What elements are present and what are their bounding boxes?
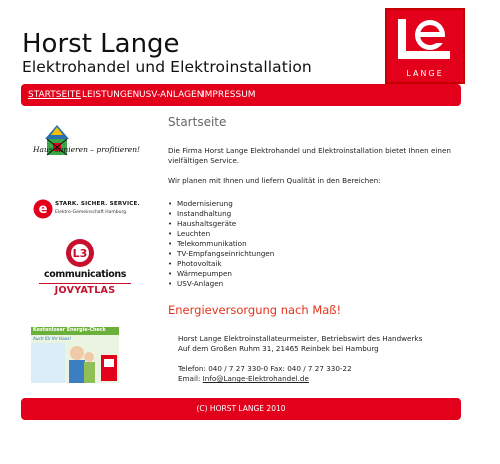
l3-icon	[65, 238, 95, 268]
e-marke-icon	[33, 199, 53, 219]
list-item: • Modernisierung	[168, 199, 274, 209]
energy-heading: Energieversorgung nach Maß!	[168, 303, 342, 317]
address-line-1: Horst Lange Elektroinstallateurmeister, Betriebswirt des Handwerks	[178, 334, 423, 343]
intro-text: Die Firma Horst Lange Elektrohandel und Elektroinstallation bietet Ihnen einen vielfältigen Service.	[168, 146, 451, 165]
page-title: Startseite	[168, 115, 227, 129]
e-marke-logo[interactable]	[33, 199, 143, 221]
email-line	[178, 374, 458, 384]
main-nav	[21, 84, 461, 106]
haus-sanieren-text: Haus sanieren – profitieren!	[33, 145, 141, 154]
list-item: • Wärmepumpen	[168, 269, 274, 279]
l3-brand-text: communications	[44, 269, 126, 280]
list-item: • Leuchten	[168, 229, 274, 239]
list-item: • Haushaltsgeräte	[168, 219, 274, 229]
email-label: Email:	[178, 374, 203, 383]
e-marke-slogan: STARK. SICHER. SERVICE.	[55, 201, 140, 207]
jovyatlas-text: JOVYATLAS	[54, 285, 116, 296]
haus-sanieren-logo[interactable]	[33, 123, 143, 165]
energie-check-title: Kostenloser Energie-Check	[33, 328, 106, 333]
nav-item-usv-anlagen[interactable]: USV-ANLAGEN	[139, 90, 204, 100]
l3-jovyatlas-logo[interactable]	[35, 238, 135, 302]
nav-item-startseite[interactable]: STARTSEITE	[28, 90, 82, 100]
address-line-2: Auf dem Großen Ruhm 31, 21465 Reinbek bei Hamburg	[178, 344, 379, 353]
svg-text:L3: L3	[72, 247, 88, 260]
nav-item-impressum[interactable]: IMPRESSUM	[202, 90, 256, 100]
email-link[interactable]: Info@Lange-Elektrohandel.de	[202, 374, 309, 383]
house-icon	[33, 123, 143, 165]
list-item: • USV-Anlagen	[168, 279, 274, 289]
logo-brand-text: LANGE	[406, 69, 444, 78]
site-header	[0, 0, 500, 84]
site-subtitle: Elektrohandel und Elektroinstallation	[22, 58, 312, 76]
copyright-text: (C) HORST LANGE 2010	[196, 404, 286, 413]
list-item: • Photovoltaik	[168, 259, 274, 269]
energie-check-sub: Auch für Ihr Haus!	[33, 336, 72, 341]
list-item: • TV-Empfangseinrichtungen	[168, 249, 274, 259]
contact-address	[178, 334, 458, 384]
energie-check-photo-icon	[31, 335, 119, 383]
nav-item-leistungen[interactable]: LEISTUNGEN	[82, 90, 140, 100]
svg-text:e: e	[38, 202, 48, 217]
list-item: • Telekommunikation	[168, 239, 274, 249]
energie-check-banner[interactable]	[31, 327, 119, 383]
logo-le-icon	[392, 15, 454, 61]
services-list	[168, 199, 274, 289]
partner-sidebar	[21, 115, 161, 395]
e-marke-sub: Elektro-Gemeinschaft Hamburg	[55, 210, 127, 215]
intro-text-2: Wir planen mit Ihnen und liefern Qualität in den Bereichen:	[168, 176, 381, 185]
list-item: • Instandhaltung	[168, 209, 274, 219]
l3-divider	[39, 283, 131, 284]
lange-logo[interactable]	[385, 8, 465, 84]
phone-fax-line: Telefon: 040 / 7 27 330-0 Fax: 040 / 7 27 330-22	[178, 364, 352, 373]
site-title: Horst Lange	[22, 29, 180, 59]
logo-mark	[392, 15, 454, 61]
site-footer	[21, 398, 461, 420]
